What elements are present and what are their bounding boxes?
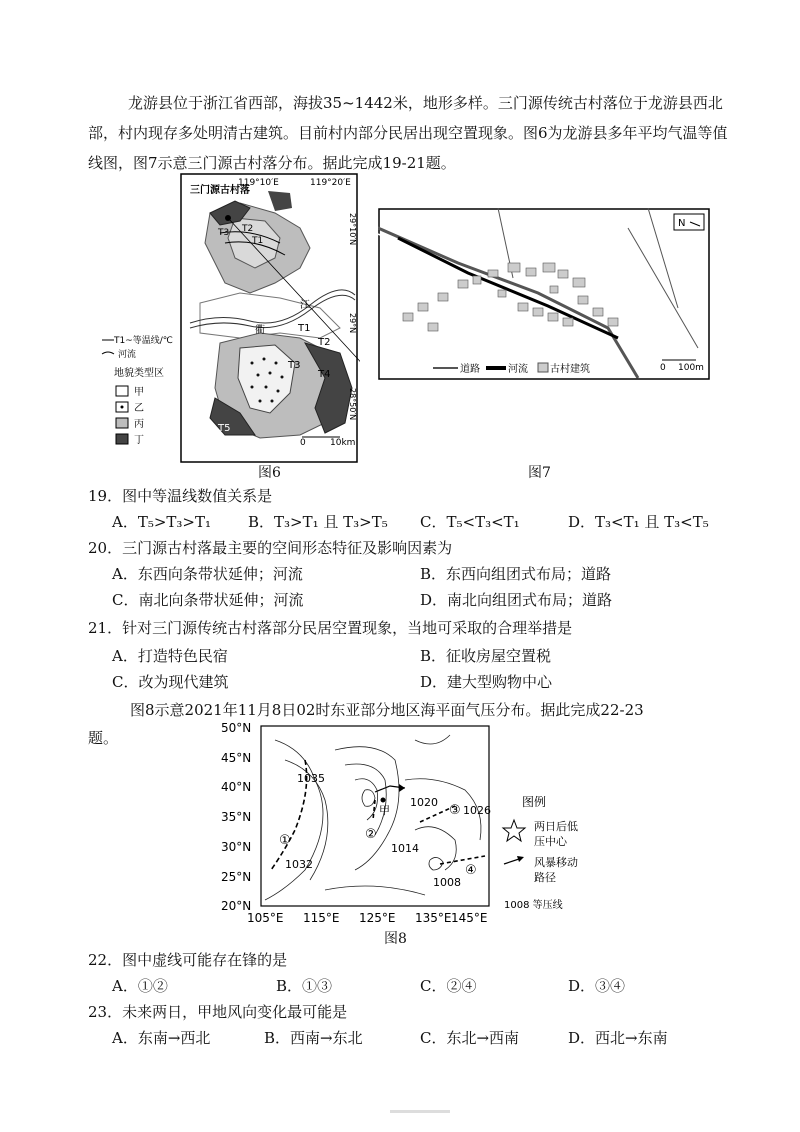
lat-20: 20°N	[221, 899, 252, 913]
q19-option-b[interactable]: B．T₃>T₁ 且 T₃>T₅	[248, 513, 388, 531]
iso-1026: 1026	[463, 804, 491, 817]
t5-label-s: T5	[218, 423, 231, 434]
q21-option-c[interactable]: C．改为现代建筑	[112, 673, 229, 691]
river-label-1: 江	[300, 300, 310, 311]
iso-1014: 1014	[391, 842, 419, 855]
q20-option-c[interactable]: C．南北向条带状延伸；河流	[112, 591, 304, 609]
q19-option-d[interactable]: D．T₃<T₁ 且 T₃<T₅	[568, 513, 709, 531]
legend-a: 甲	[134, 387, 144, 398]
lon-left-label: 119°10′E	[238, 178, 279, 188]
lat-25: 25°N	[221, 870, 252, 884]
q22-option-b[interactable]: B．①③	[276, 977, 333, 995]
figure-6-map	[180, 173, 360, 463]
lon-145: 145°E	[451, 911, 488, 925]
t3-label-n: T3	[218, 228, 230, 238]
iso-1020: 1020	[410, 796, 438, 809]
lon-125: 125°E	[359, 911, 396, 925]
legend-isobar: 1008 等压线	[504, 900, 563, 911]
legend-isotherm: T1~等温线/℃	[114, 336, 173, 346]
legend-road: 道路	[460, 364, 480, 375]
legend-title: 地貌类型区	[114, 368, 164, 379]
lat-1: 29°10′N	[348, 213, 357, 246]
lat-40: 40°N	[221, 780, 252, 794]
legend-path-1: 风暴移动	[534, 856, 578, 869]
q23-option-b[interactable]: B．西南→东北	[264, 1029, 363, 1047]
figure-8	[215, 720, 495, 930]
scale-10km: 10km	[330, 438, 356, 448]
intro2-line2: 题。	[88, 729, 119, 747]
intro2-line1: 图8示意2021年11月8日02时东亚部分地区海平面气压分布。据此完成22-23	[130, 701, 644, 719]
figure-6	[180, 173, 360, 463]
t1-label-n: T1	[252, 236, 264, 246]
figure-7	[378, 208, 710, 380]
footer-mark	[390, 1110, 450, 1113]
q23-option-d[interactable]: D．西北→东南	[568, 1029, 668, 1047]
t2-label-s: T2	[318, 337, 331, 348]
village-label: 三门源古村落	[190, 185, 250, 196]
legend-building: 古村建筑	[550, 364, 590, 375]
legend-path-2: 路径	[534, 871, 556, 884]
marker-2: ②	[365, 827, 377, 842]
lat-2: 29°N	[348, 313, 357, 334]
question-22-stem: 22．图中虚线可能存在锋的是	[88, 951, 288, 969]
figure-8-caption: 图8	[384, 931, 407, 947]
marker-3: ③	[449, 803, 461, 818]
q20-option-b[interactable]: B．东西向组团式布局；道路	[420, 565, 612, 583]
question-23-stem: 23．未来两日，甲地风向变化最可能是	[88, 1003, 348, 1021]
scale-0: 0	[300, 438, 306, 448]
q23-option-a[interactable]: A．东南→西北	[112, 1029, 211, 1047]
lat-35: 35°N	[221, 810, 252, 824]
marker-4: ④	[465, 863, 477, 878]
question-20-stem: 20．三门源古村落最主要的空间形态特征及影响因素为	[88, 539, 453, 557]
legend-b: 乙	[134, 403, 144, 414]
q21-option-d[interactable]: D．建大型购物中心	[420, 673, 553, 691]
q19-option-a[interactable]: A．T₅>T₃>T₁	[112, 513, 212, 531]
legend-river: 河流	[508, 364, 528, 375]
river-label-2: 衢	[255, 325, 265, 336]
legend-d: 丁	[134, 435, 144, 446]
legend-river: 河流	[118, 350, 137, 360]
lon-right-label: 119°20′E	[310, 178, 351, 188]
north-label: N	[678, 218, 686, 229]
q23-option-c[interactable]: C．东北→西南	[420, 1029, 520, 1047]
iso-1008: 1008	[433, 876, 461, 889]
q22-option-c[interactable]: C．②④	[420, 977, 477, 995]
marker-1: ①	[279, 833, 291, 848]
q21-option-a[interactable]: A．打造特色民宿	[112, 647, 228, 665]
lat-3: 28°50′N	[348, 388, 357, 421]
figure-6-caption: 图6	[258, 465, 281, 481]
t3-label-s: T3	[288, 360, 301, 371]
figure-8-legend	[500, 792, 610, 922]
lat-50: 50°N	[221, 721, 252, 735]
t1-label-s: T1	[298, 323, 311, 334]
legend-star-1: 两日后低	[534, 820, 578, 833]
star-icon	[503, 820, 525, 841]
figure-6-legend	[100, 332, 180, 452]
lat-30: 30°N	[221, 840, 252, 854]
legend-title: 图例	[522, 795, 547, 809]
lon-135: 135°E	[415, 911, 452, 925]
figure-7-caption: 图7	[528, 465, 551, 481]
scale-0: 0	[660, 363, 666, 373]
figure-7-map	[378, 208, 710, 380]
jia-label: 甲	[379, 804, 390, 817]
lon-115: 115°E	[303, 911, 340, 925]
q22-option-a[interactable]: A．①②	[112, 977, 168, 995]
lat-45: 45°N	[221, 751, 252, 765]
lon-105: 105°E	[247, 911, 284, 925]
t4-label-s: T4	[318, 369, 331, 380]
legend-c: 丙	[134, 419, 144, 430]
scale-100m: 100m	[678, 363, 704, 373]
iso-1035: 1035	[297, 772, 325, 785]
legend-star-2: 压中心	[534, 835, 567, 848]
q19-option-c[interactable]: C．T₅<T₃<T₁	[420, 513, 520, 531]
q21-option-b[interactable]: B．征收房屋空置税	[420, 647, 552, 665]
question-19-stem: 19．图中等温线数值关系是	[88, 487, 273, 505]
iso-1032: 1032	[285, 858, 313, 871]
q22-option-d[interactable]: D．③④	[568, 977, 626, 995]
q20-option-d[interactable]: D．南北向组团式布局；道路	[420, 591, 613, 609]
t2-label-n: T2	[242, 224, 254, 234]
q20-option-a[interactable]: A．东西向条带状延伸；河流	[112, 565, 303, 583]
figure-8-map	[215, 720, 495, 930]
intro-paragraph: 龙游县位于浙江省西部，海拔35~1442米，地形多样。三门源传统古村落位于龙游县西北部，村内现存多处明清古建筑。目前村内部分民居出现空置现象。图6为龙游县多年平均气温等值线图，图7示意三门源古村落分布。据此完成19-21题。	[88, 94, 728, 172]
question-21-stem: 21．针对三门源传统古村落部分民居空置现象，当地可采取的合理举措是	[88, 619, 573, 637]
